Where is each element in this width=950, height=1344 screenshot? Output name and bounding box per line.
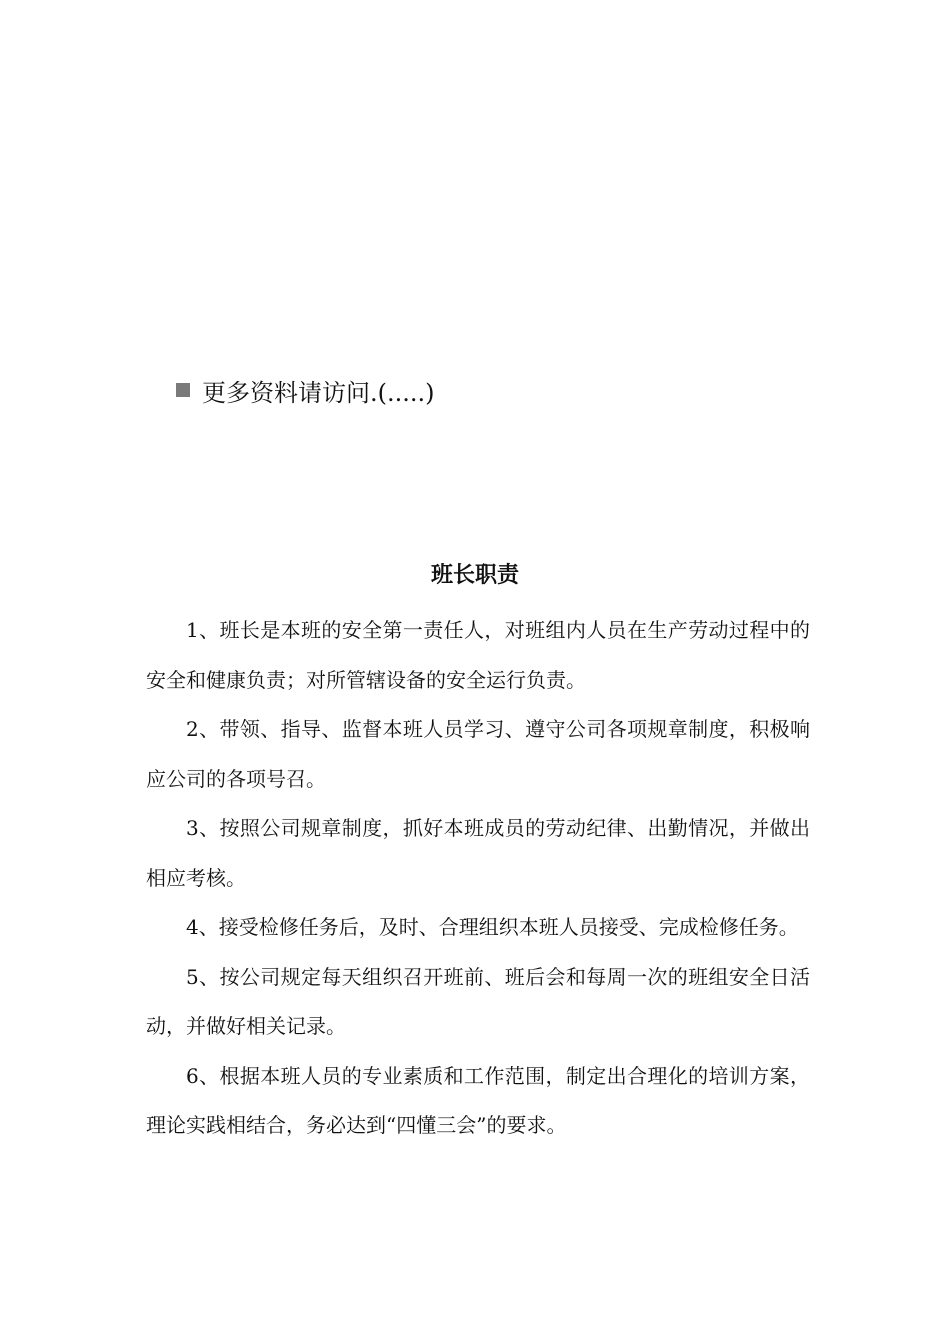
document-body <box>146 606 810 1151</box>
paragraph-3: 3、按照公司规章制度，抓好本班成员的劳动纪律、出勤情况，并做出相应考核。 <box>146 816 810 890</box>
document-title: 班长职责 <box>430 563 519 588</box>
notice-text: 更多资料请访问.(.....) <box>202 378 435 407</box>
paragraph-1: 1、班长是本班的安全第一责任人，对班组内人员在生产劳动过程中的安全和健康负责；对所管辖设备的安全运行负责。 <box>146 618 810 692</box>
paragraph-4: 4、接受检修任务后，及时、合理组织本班人员接受、完成检修任务。 <box>186 915 799 939</box>
resource-notice <box>176 370 435 410</box>
paragraph-6: 6、根据本班人员的专业素质和工作范围，制定出合理化的培训方案，理论实践相结合，务必达到“四懂三会”的要求。 <box>146 1063 810 1137</box>
square-bullet-icon <box>176 383 190 397</box>
paragraph-5: 5、按公司规定每天组织召开班前、班后会和每周一次的班组安全日活动，并做好相关记录。 <box>146 964 810 1038</box>
paragraph-2: 2、带领、指导、监督本班人员学习、遵守公司各项规章制度，积极响应公司的各项号召。 <box>146 717 810 791</box>
